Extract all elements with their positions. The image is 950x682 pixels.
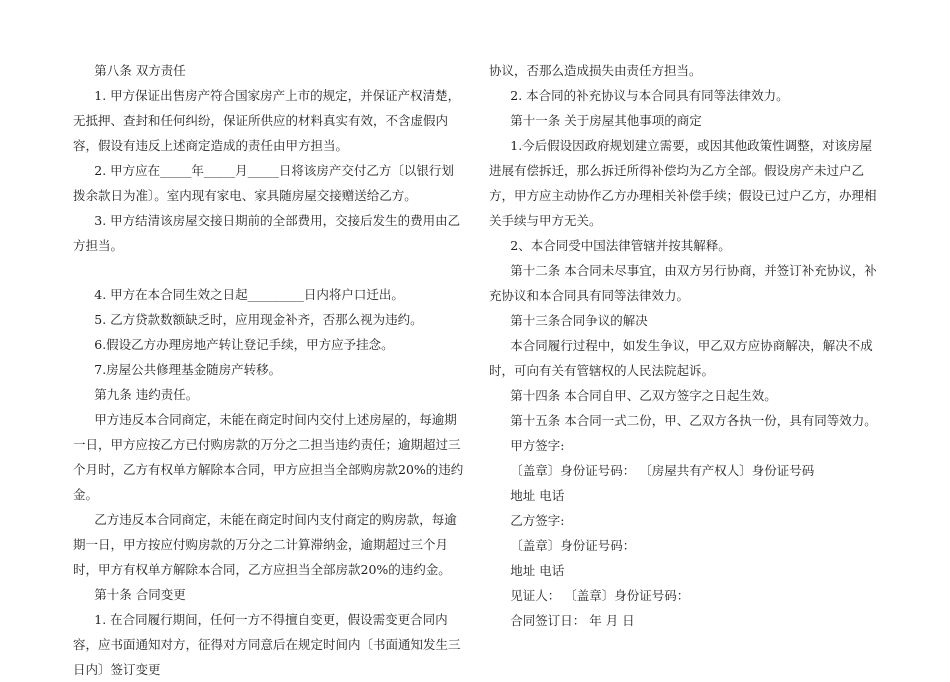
article-8-title: 第八条 双方责任 [94, 63, 186, 78]
party-b-address-phone: 地址 电话 [510, 563, 565, 578]
blank-line [73, 258, 465, 282]
article-9-para-2: 乙方违反本合同商定，未能在商定时间内支付商定的购房款，每逾期一日，甲方按应付购房款的万分之二计算滞纳金，逾期超过三个月时，甲方有权单方解除本合同，乙方应担当全部房款20%的违约金。 [73, 512, 457, 577]
article-15: 第十五条 本合同一式二份，甲、乙双方各执一份，具有同等效力。 [510, 413, 877, 428]
party-a-signature-label: 甲方签字: [510, 438, 565, 453]
party-b-seal-id-line: 〔盖章〕身份证号码： [510, 538, 636, 553]
article-11-title: 第十一条 关于房屋其他事项的商定 [510, 113, 702, 128]
article-8-clause-3: 3. 甲方结清该房屋交接日期前的全部费用，交接后发生的费用由乙方担当。 [73, 213, 461, 253]
article-8-clause-1: 1. 甲方保证出售房产符合国家房产上市的规定，并保证产权清楚，无抵押、查封和任何纠纷，保证所供应的材料真实有效，不含虚假内容，假设有违反上述商定造成的责任由甲方担当。 [73, 88, 461, 153]
party-b-signature-label: 乙方签字: [510, 513, 565, 528]
article-13-title: 第十三条合同争议的解决 [510, 313, 648, 328]
article-14: 第十四条 本合同自甲、乙双方签字之日起生效。 [510, 388, 777, 403]
article-9-title: 第九条 违约责任。 [94, 387, 199, 402]
article-8-clause-5: 5. 乙方贷款数额缺乏时，应用现金补齐，否那么视为违约。 [94, 312, 423, 327]
article-8-clause-2: 2. 甲方应在_____年_____月_____日将该房产交付乙方〔以银行划拨余款日为准〕。室内现有家电、家具随房屋交接赠送给乙方。 [73, 163, 454, 203]
article-8-clause-7: 7.房屋公共修理基金随房产转移。 [94, 362, 282, 377]
article-8-clause-4: 4. 甲方在本合同生效之日起_________日内将户口迁出。 [94, 287, 404, 302]
article-9-para-1: 甲方违反本合同商定，未能在商定时间内交付上述房屋的，每逾期一日，甲方应按乙方已付购房款的万分之二担当违约责任；逾期超过三个月时，乙方有权单方解除本合同，甲方应担当全部购房款20%的违约金。 [73, 412, 464, 502]
article-10-title: 第十条 合同变更 [94, 587, 186, 602]
article-11-clause-2: 2、本合同受中国法律管辖并按其解释。 [510, 238, 731, 253]
article-10-clause-2: 2. 本合同的补充协议与本合同具有同等法律效力。 [510, 88, 789, 103]
party-a-address-phone: 地址 电话 [510, 488, 565, 503]
witness-line: 见证人： 〔盖章〕身份证号码： [510, 588, 690, 603]
party-a-seal-id-line: 〔盖章〕身份证号码： 〔房屋共有产权人〕身份证号码 [510, 463, 815, 478]
left-column [73, 58, 465, 682]
article-11-clause-1: 1.今后假设因政府规划建立需要，或因其他政策性调整，对该房屋进展有偿拆迁，那么拆迁所得补偿均为乙方全部。假设房产未过户乙方，甲方应主动协作乙方办理相关补偿手续；假设已过户乙方，办理相关手续与甲方无关。 [489, 138, 877, 228]
article-10-clause-1-continued: 协议，否那么造成损失由责任方担当。 [489, 63, 702, 78]
right-column [489, 58, 881, 633]
article-12: 第十二条 本合同未尽事宜，由双方另行协商，并签订补充协议，补充协议和本合同具有同等法律效力。 [489, 263, 877, 303]
contract-sign-date: 合同签订日： 年 月 日 [510, 613, 635, 628]
article-10-clause-1: 1. 在合同履行期间，任何一方不得擅自变更，假设需变更合同内容，应书面通知对方，征得对方同意后在规定时间内〔书面通知发生三日内〕签订变更 [73, 612, 461, 677]
article-13-para-1: 本合同履行过程中，如发生争议，甲乙双方应协商解决，解决不成时，可向有关有管辖权的人民法院起诉。 [489, 338, 873, 378]
article-8-clause-6: 6.假设乙方办理房地产转让登记手续，甲方应予挂念。 [94, 337, 394, 352]
